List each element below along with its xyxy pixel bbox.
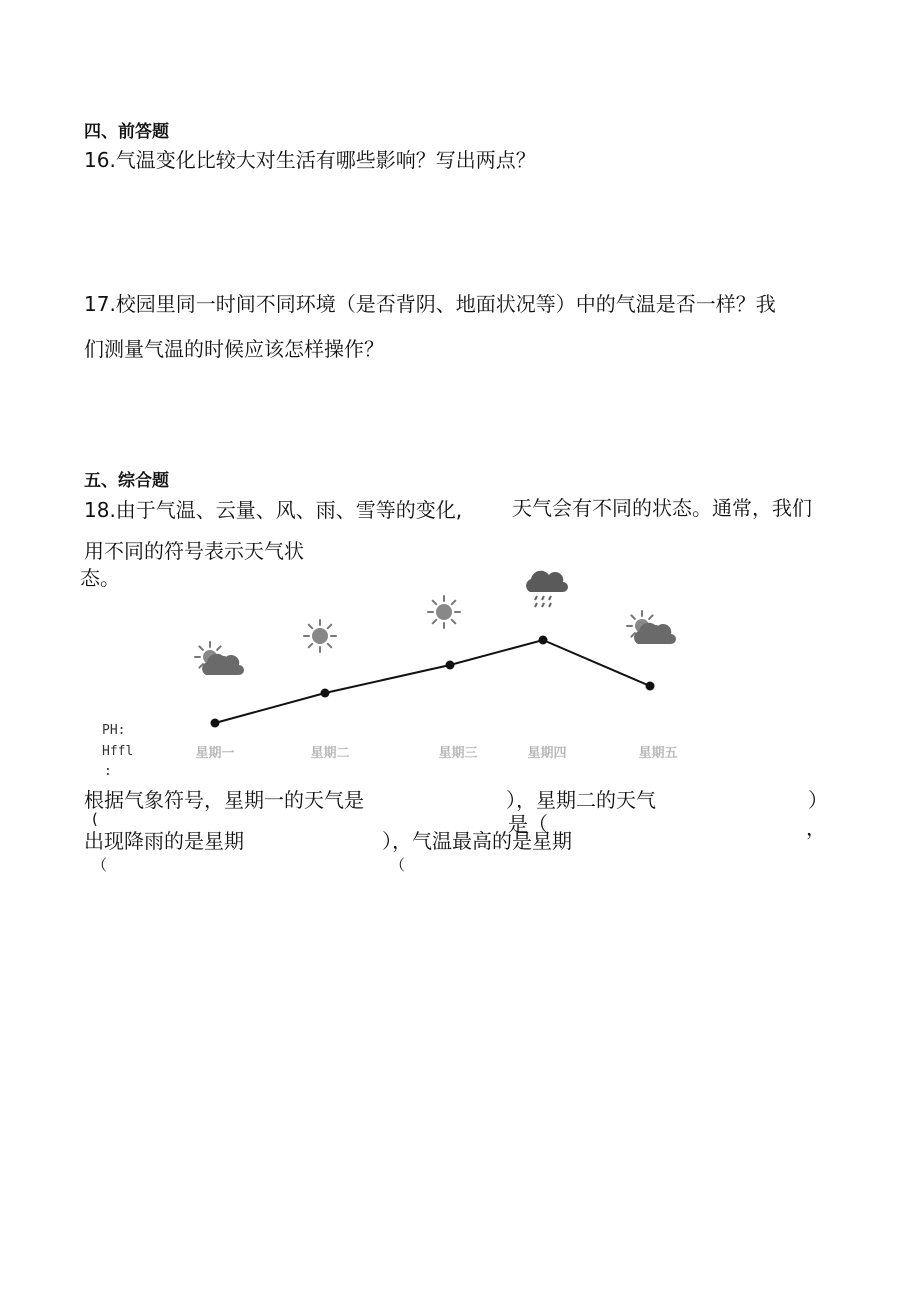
series-line xyxy=(215,640,650,723)
x-tick-label-1: 星期一 xyxy=(195,746,235,761)
fill-in-highest: ），气温最高的是星期 xyxy=(382,829,572,853)
data-point-4 xyxy=(539,636,548,645)
question-18-line-1b: 天气会有不同的状态。通常，我们 xyxy=(512,496,812,520)
fill-in-tuesday: ），星期二的天气 xyxy=(506,788,656,812)
side-text-2: Hffl xyxy=(102,744,134,759)
fill-in-rain: 出现降雨的是星期 xyxy=(84,829,244,853)
x-tick-label-2: 星期二 xyxy=(310,746,350,761)
partly-cloudy-icon-5 xyxy=(627,611,676,644)
data-point-5 xyxy=(646,682,655,691)
paren-5: （ xyxy=(390,856,406,874)
question-16: 16.气温变化比较大对生活有哪些影响？写出两点？ xyxy=(84,148,536,172)
paren-4: （ xyxy=(92,856,108,874)
x-tick-label-3: 星期三 xyxy=(438,746,478,761)
sunny-icon-3 xyxy=(428,596,460,628)
x-tick-label-5: 星期五 xyxy=(638,746,678,761)
data-point-1 xyxy=(211,719,220,728)
paren-1: ( xyxy=(92,810,98,828)
fill-in-close-paren: ） xyxy=(808,788,828,812)
paren-2: 是（ xyxy=(508,812,548,836)
question-18-line-1a: 18.由于气温、云量、风、雨、雪等的变化, xyxy=(84,498,463,522)
fill-in-monday: 根据气象符号，星期一的天气是 xyxy=(84,788,364,812)
side-text-3: : xyxy=(104,764,112,779)
partly-cloudy-icon-1 xyxy=(195,642,244,675)
question-18-line-2: 用不同的符号表示天气状 xyxy=(84,539,304,563)
side-text-1: PH: xyxy=(102,723,126,738)
question-18-line-3: 态。 xyxy=(80,566,120,590)
data-point-2 xyxy=(321,689,330,698)
section-4-heading: 四、前答题 xyxy=(84,122,169,142)
question-17-line-2: 们测量气温的时候应该怎样操作？ xyxy=(84,337,384,361)
comma: ， xyxy=(806,816,826,840)
x-tick-label-4: 星期四 xyxy=(527,746,567,761)
data-point-3 xyxy=(446,661,455,670)
sunny-icon-2 xyxy=(304,620,336,652)
rain-icon-4 xyxy=(526,571,568,607)
question-17-line-1: 17.校园里同一时间不同环境（是否背阴、地面状况等）中的气温是否一样？我 xyxy=(84,292,776,316)
section-5-heading: 五、综合题 xyxy=(84,471,169,491)
